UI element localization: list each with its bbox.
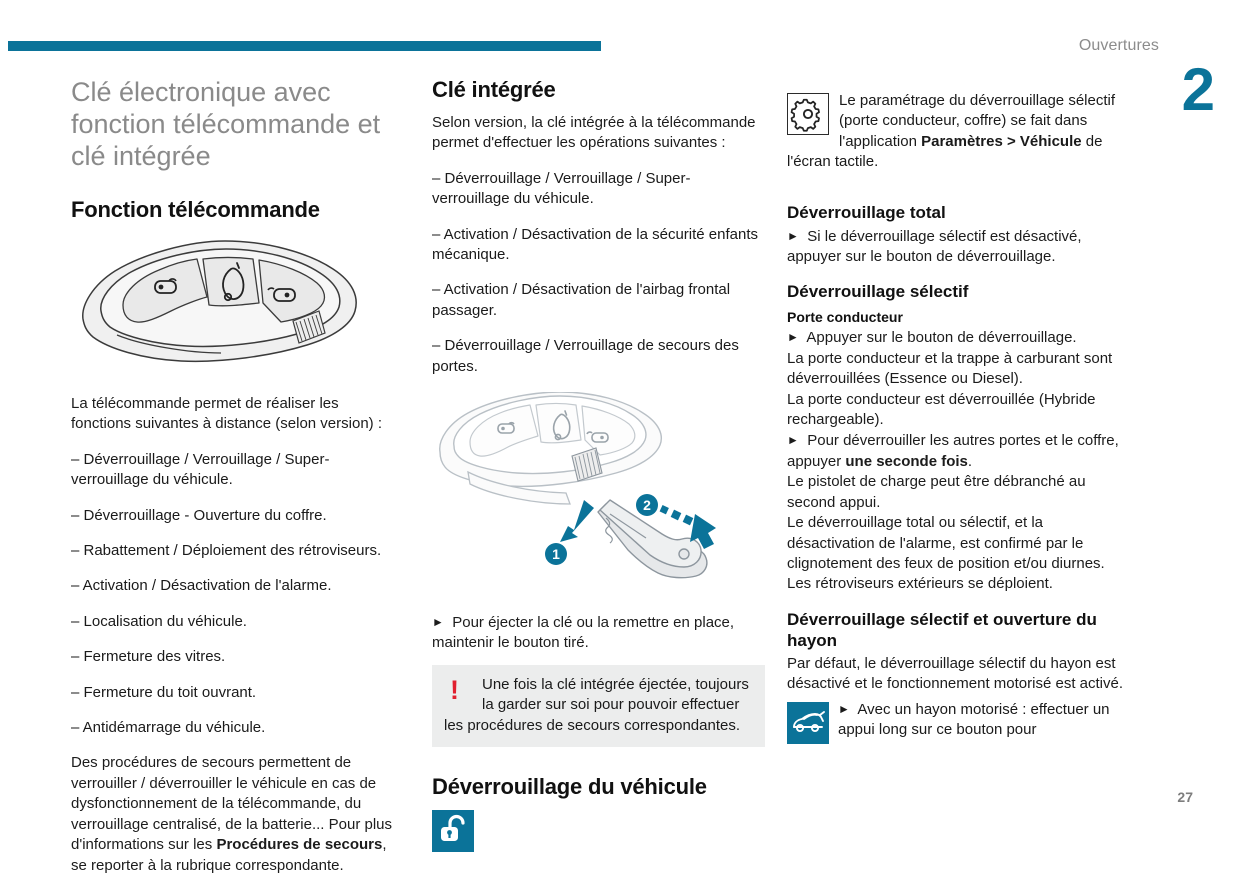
col1-bullet-0: – Déverrouillage / Verrouillage / Super-verrouillage du véhicule. <box>71 450 330 489</box>
col2-instruction-text: Pour éjecter la clé ou la remettre en place, maintenir le bouton tiré. <box>432 614 735 652</box>
unlock-pictogram-wrap <box>432 810 765 852</box>
heading-deverrouillage-vehicule: Déverrouillage du véhicule <box>432 774 707 800</box>
page-number: 27 <box>1177 789 1193 805</box>
deverrouillage-total-text <box>787 226 1127 268</box>
col2-intro: Selon version, la clé intégrée à la télécommande permet d'effectuer les opérations suivantes : <box>432 114 756 152</box>
heading-deverrouillage-hayon: Déverrouillage sélectif et ouverture du hayon <box>787 609 1097 650</box>
selectif-arrow-2-bold: une seconde fois <box>845 452 968 470</box>
arrow-marker-icon: ► <box>787 228 799 243</box>
selectif-paragraph-4: Le déverrouillage total ou sélectif, et la désactivation de l'alarme, est confirmé par le clignotement des feux de position et/ou diurnes. <box>787 514 1105 572</box>
key-fob-illustration <box>71 233 401 378</box>
col1-bullet-2: – Rabattement / Déploiement des rétroviseurs. <box>71 542 382 560</box>
hayon-arrow-text <box>787 699 1127 741</box>
col2-bullet-0: – Déverrouillage / Verrouillage / Super-verrouillage du véhicule. <box>432 169 691 208</box>
col1-closing-bold: Procédures de secours <box>216 836 383 854</box>
heading-cle-integree: Clé intégrée <box>432 77 556 102</box>
arrow-marker-icon: ► <box>838 701 850 716</box>
hayon-text: Par défaut, le déverrouillage sélectif du hayon est désactivé et le fonctionnement motorisé est activé. <box>787 654 1124 693</box>
settings-note-bold: Paramètres > Véhicule <box>921 132 1082 150</box>
callout-2-label: 2 <box>643 497 651 514</box>
heading-deverrouillage-total: Déverrouillage total <box>787 202 946 222</box>
warning-line-2: la garder sur soi pour pouvoir effectuer <box>482 696 740 714</box>
selectif-arrow-2-part1: Pour déverrouiller les autres portes et le coffre, appuyer <box>787 432 1119 470</box>
key-ejection-illustration <box>432 392 765 602</box>
col1-bullet-6: – Fermeture du toit ouvrant. <box>71 683 257 701</box>
hayon-pictogram-row <box>787 699 1127 744</box>
col1-closing <box>71 753 401 875</box>
col1-intro: La télécommande permet de réaliser les fonctions suivantes à distance (selon version) : <box>71 395 382 433</box>
col2-instruction <box>432 612 765 654</box>
page-title: Clé électronique avec fonction télécommande et clé intégrée <box>71 77 381 171</box>
chapter-number: 2 <box>1181 56 1213 123</box>
deverrouillage-total-body: Si le déverrouillage sélectif est désactivé, appuyer sur le bouton de déverrouillage. <box>787 227 1082 266</box>
heading-fonction-telecommande: Fonction télécommande <box>71 197 320 222</box>
top-blue-rule <box>8 41 601 51</box>
hayon-arrow-body: Avec un hayon motorisé : effectuer un appui long sur ce bouton pour <box>838 700 1110 738</box>
warning-line-3: les procédures de secours correspondantes. <box>444 716 741 734</box>
col1-bullet-3: – Activation / Désactivation de l'alarme. <box>71 577 332 595</box>
col1-bullet-4: – Localisation du véhicule. <box>71 612 247 630</box>
settings-note-text <box>787 91 1127 173</box>
col1-bullet-1: – Déverrouillage - Ouverture du coffre. <box>71 506 327 524</box>
selectif-paragraph-3: Le pistolet de charge peut être débranché au second appui. <box>787 473 1086 511</box>
column-left <box>71 76 401 876</box>
settings-note-part1: Le paramétrage du déverrouillage sélectif (porte conducteur, coffre) se fait dans l'application <box>839 92 1115 150</box>
gear-icon <box>787 93 829 135</box>
arrow-marker-icon: ► <box>432 615 444 630</box>
selectif-arrow-2-part2: . <box>967 452 973 470</box>
subheading-porte-conducteur: Porte conducteur <box>787 309 903 326</box>
col1-bullet-7: – Antidémarrage du véhicule. <box>71 719 266 737</box>
col1-closing-part2: , se reporter à la rubrique correspondante. <box>71 836 387 874</box>
settings-note-part2: de l'écran tactile. <box>787 132 1103 171</box>
col2-bullet-3: – Déverrouillage / Verrouillage de secours des portes. <box>432 337 739 375</box>
exclamation-mark-icon: ! <box>450 674 459 705</box>
section-label: Ouvertures <box>1078 37 1159 54</box>
arrow-marker-icon: ► <box>787 330 799 345</box>
selectif-arrow-1 <box>787 327 1127 348</box>
selectif-paragraph-5: Les rétroviseurs extérieurs se déploient. <box>787 575 1053 593</box>
warning-box <box>432 665 765 747</box>
column-right <box>787 76 1127 744</box>
col1-closing-part1: Des procédures de secours permettent de verrouiller / déverrouiller le véhicule en cas de dysfonctionnement de la télécommande, du verrouillage centralisé, de la batterie... Pour plus d'informations sur les <box>71 754 393 854</box>
car-tailgate-icon <box>787 702 829 744</box>
col2-bullet-1: – Activation / Désactivation de la sécurité enfants mécanique. <box>432 225 759 264</box>
selectif-arrow-2 <box>787 430 1127 472</box>
col2-bullet-2: – Activation / Désactivation de l'airbag frontal passager. <box>432 281 731 319</box>
column-middle <box>432 76 765 852</box>
warning-line-1: Une fois la clé intégrée éjectée, toujours <box>482 675 749 693</box>
heading-deverrouillage-selectif: Déverrouillage sélectif <box>787 282 969 302</box>
selectif-arrow-1-text: Appuyer sur le bouton de déverrouillage. <box>806 329 1077 347</box>
selectif-paragraph-2: La porte conducteur est déverrouillée (Hybride rechargeable). <box>787 390 1096 429</box>
selectif-paragraph-1: La porte conducteur et la trappe à carburant sont déverrouillées (Essence ou Diesel). <box>787 349 1113 388</box>
callout-1-label: 1 <box>552 546 560 563</box>
arrow-marker-icon: ► <box>787 433 799 448</box>
open-padlock-icon <box>432 810 474 852</box>
settings-note <box>787 91 1127 188</box>
col1-bullet-5: – Fermeture des vitres. <box>71 648 226 666</box>
